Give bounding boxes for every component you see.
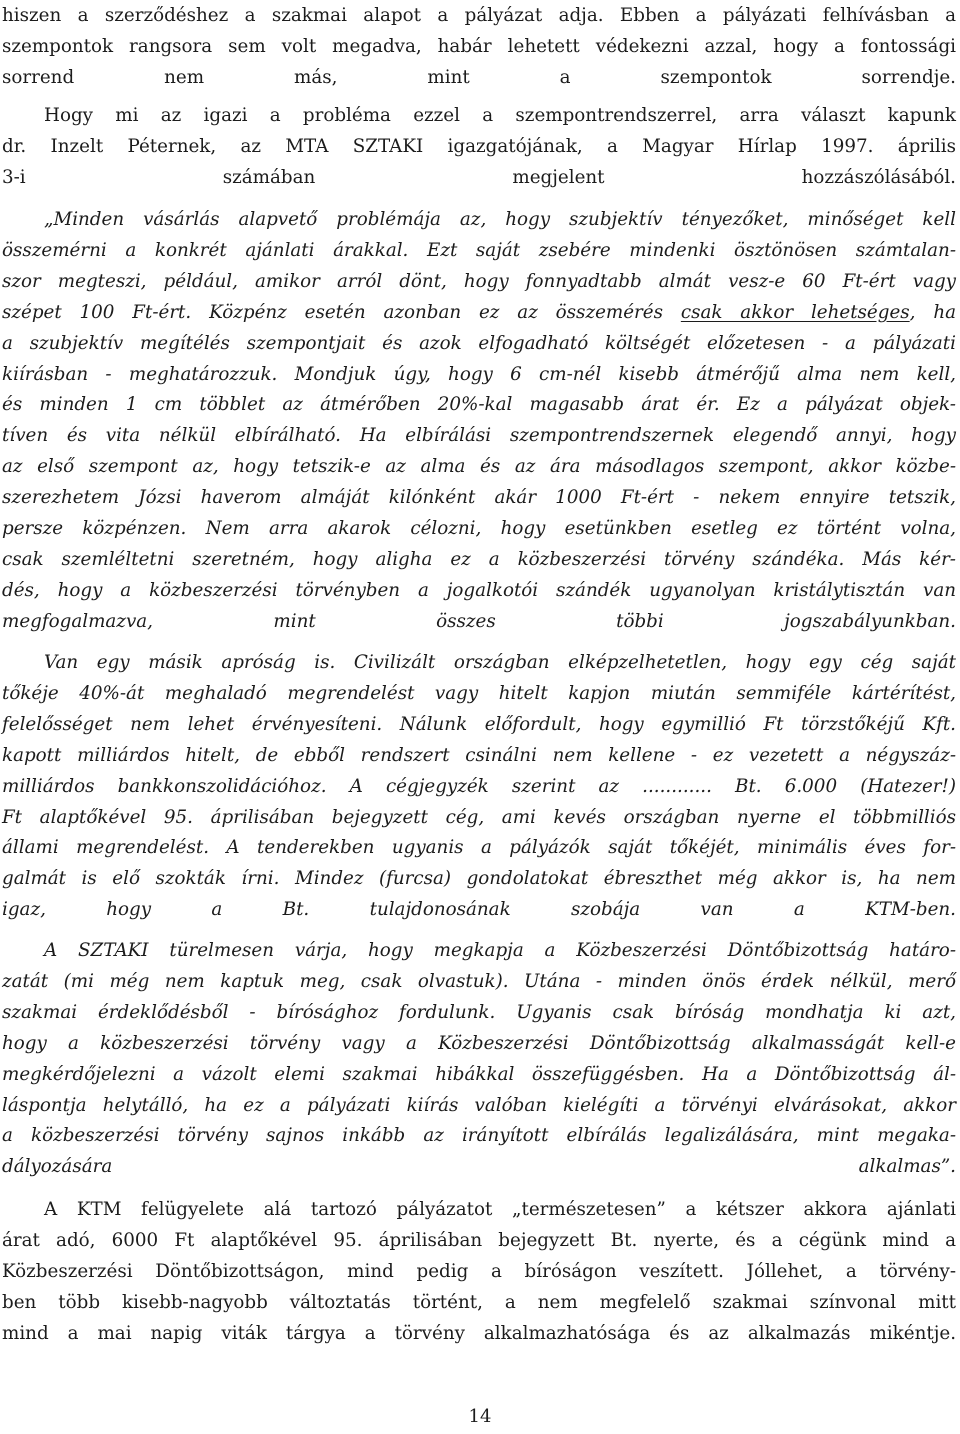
paragraph-quote-1 [2,205,956,638]
text-line: a szubjektív megítélés szempontjait és azok elfogadható költségét előzetesen - a pályázati [2,332,956,354]
text-line: dr. Inzelt Péternek, az MTA SZTAKI igazgatójának, a Magyar Hírlap 1997. április [2,135,956,157]
text-line: mind a mai napig viták tárgya a törvény alkalmazhatósága és az alkalmazás mikéntje. [2,1322,956,1344]
text-line: zatát (mi még nem kaptuk meg, csak olvastuk). Utána - minden önös érdek nélkül, merő [2,970,956,992]
text-line: Van egy másik apróság is. Civilizált országban elképzelhetetlen, hogy egy cég saját [44,652,956,673]
text-line: szerezhetem Józsi haverom almáját kilónként akár 1000 Ft-ért - nekem ennyire tetszik, [2,487,956,509]
text-line: galmát is elő szokták írni. Mindez (furcsa) gondolatokat ébreszthet még akkor is, ha nem [2,868,956,890]
text-line: szépet 100 Ft-ért. Közpénz esetén azonban ez az összemérés csak akkor lehetséges, ha [2,301,956,323]
text-line: hiszen a szerződéshez a szakmai alapot a pályázat adja. Ebben a pályázati felhívásban a [2,5,956,26]
text-line: kapott milliárdos hitelt, de ebből rendszert csinálni nem kellene - ez vezetett a négyszáz- [2,744,956,766]
text-line: dályozására alkalmas”. [2,1156,956,1178]
text-line: igaz, hogy a Bt. tulajdonosának szobája van a KTM-ben. [2,899,956,921]
paragraph-intro [2,101,956,194]
text-line: ben több kisebb-nagyobb változtatás történt, a nem megfelelő szakmai színvonal mitt [2,1291,956,1313]
paragraph-quote-2 [2,648,956,926]
text-line: megkérdőjelezni a vázolt elemi szakmai hibákkal összefüggésben. Ha a Döntőbizottság ál- [2,1063,956,1085]
text-line: milliárdos bankkonszolidációhoz. A cégjegyzék szerint az ............ Bt. 6.000 (Hatezer!) [2,775,956,797]
text-line: árat adó, 6000 Ft alaptőkével 95. áprilisában bejegyzett Bt. nyerte, és a cégünk mind a [2,1229,956,1251]
text-line: „Minden vásárlás alapvető problémája az, hogy szubjektív tényezőket, minőséget kell [44,209,956,230]
text-line: dés, hogy a közbeszerzési törvényben a jogalkotói szándék ugyanolyan kristálytisztán van [2,579,956,601]
text-line: szempontok rangsora sem volt megadva, habár lehetett védekezni azzal, hogy a fontossági [2,35,956,57]
text-line: csak szemléltetni szeretném, hogy aligha ez a közbeszerzési törvény szándéka. Más kér- [2,548,956,570]
text-line: 3-i számában megjelent hozzászólásából. [2,166,956,188]
page-number: 14 [468,1406,492,1427]
text-line: láspontja helytálló, ha ez a pályázati kiírás valóban kielégíti a törvényi elvárásokat, akkor [2,1094,956,1116]
text-line: persze közpénzen. Nem arra akarok célozni, hogy esetünkben esetleg ez történt volna, [2,518,956,540]
text-line: az első szempont az, hogy tetszik-e az alma és az ára másodlagos szempont, akkor közbe- [2,456,956,478]
text-line: sorrend nem más, mint a szempontok sorrendje. [2,66,956,88]
text-line: hogy a közbeszerzési törvény vagy a Közbeszerzési Döntőbizottság alkalmasságát kell-e [2,1032,956,1054]
text-line: szakmai érdeklődésből - bírósághoz fordulunk. Ugyanis csak bíróság mondhatja ki azt, [2,1001,956,1023]
text-line: felelősséget nem lehet érvényesíteni. Nálunk előfordult, hogy egymillió Ft törzstőkéjű Kft. [2,713,956,735]
text-line: Közbeszerzési Döntőbizottságon, mind pedig a bíróságon veszített. Jóllehet, a törvény- [2,1260,956,1282]
paragraph-continuation [2,1,956,94]
text-line: tőkéje 40%-át meghaladó megrendelést vagy hitelt kapjon miután semmiféle kártérítést, [2,682,956,704]
text-line: A SZTAKI türelmesen várja, hogy megkapja a Közbeszerzési Döntőbizottság határo- [44,940,956,961]
text-line: Hogy mi az igazi a probléma ezzel a szempontrendszerrel, arra választ kapunk [44,105,956,126]
text-line: összemérni a konkrét ajánlati árakkal. Ezt saját zsebére mindenki ösztönösen számtalan- [2,239,956,261]
text-line: és minden 1 cm többlet az átmérőben 20%-kal magasabb árat ér. Ez a pályázat objek- [2,394,956,416]
text-line: A KTM felügyelete alá tartozó pályázatot „természetesen” a kétszer akkora ajánlati [44,1199,956,1220]
text-line: tíven és vita nélkül elbírálható. Ha elbírálási szempontrendszernek elegendő annyi, hogy [2,425,956,447]
text-line: kiírásban - meghatározzuk. Mondjuk úgy, hogy 6 cm-nél kisebb átmérőjű alma nem kell, [2,363,956,385]
text-line: megfogalmazva, mint összes többi jogszabályunkban. [2,610,956,632]
text-line: állami megrendelést. A tenderekben ugyanis a pályázók saját tőkéjét, minimális éves for- [2,837,956,859]
text-line: Ft alaptőkével 95. áprilisában bejegyzett cég, ami kevés országban nyerne el többmilliós [2,806,956,828]
text-line: a közbeszerzési törvény sajnos inkább az irányított elbírálás legalizálására, mint megaka- [2,1125,956,1147]
paragraph-conclusion [2,1195,956,1350]
underlined-phrase: csak akkor lehetséges [680,301,910,323]
text-line: szor megteszi, például, amikor arról dönt, hogy fonnyadtabb almát vesz-e 60 Ft-ért vagy [2,270,956,292]
paragraph-quote-3 [2,936,956,1183]
